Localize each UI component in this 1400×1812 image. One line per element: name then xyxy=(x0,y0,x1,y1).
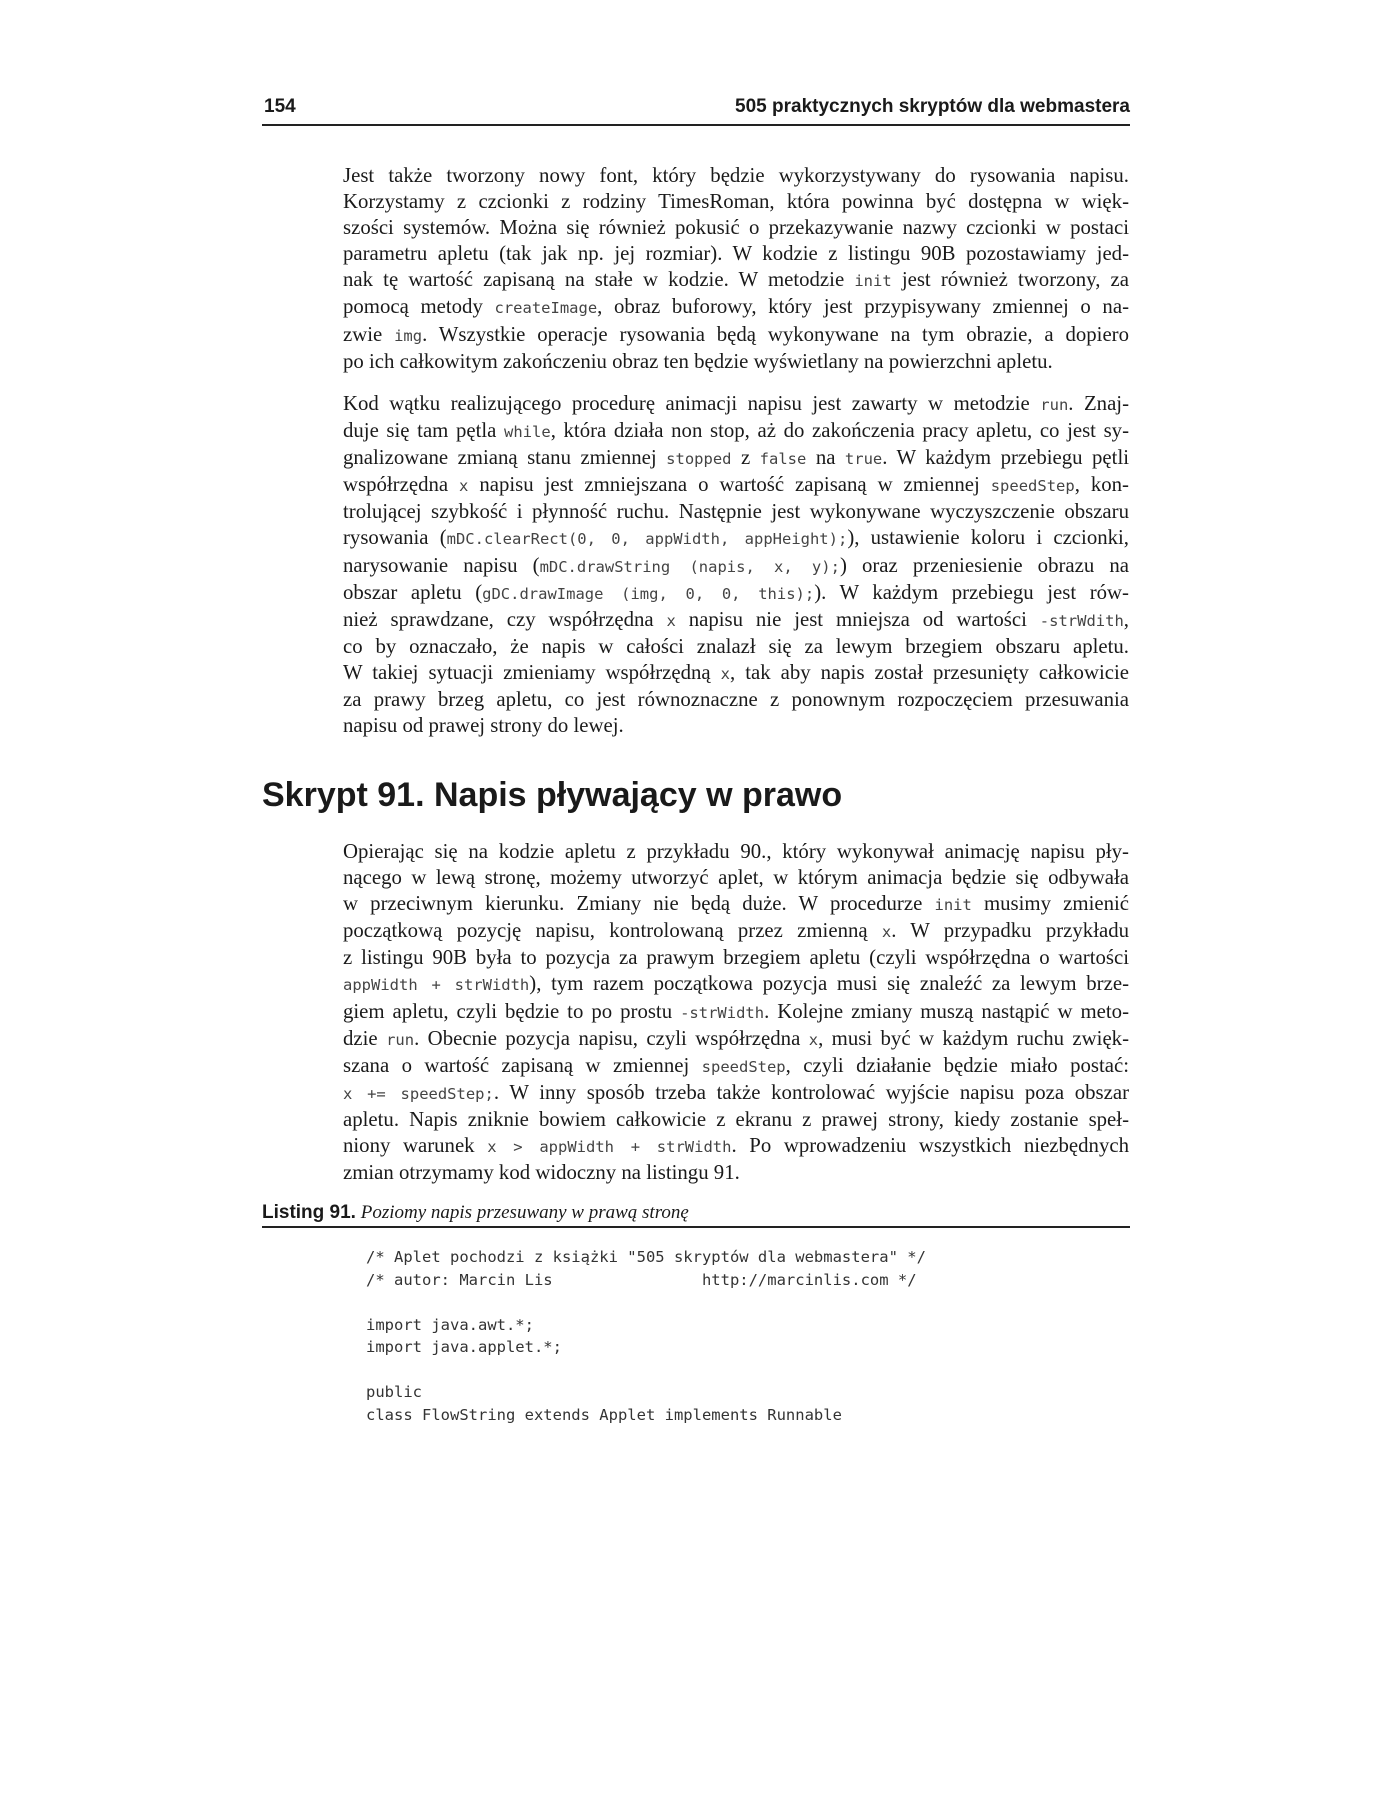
paragraph-script-91 xyxy=(343,839,1129,1186)
text-run: Jest także tworzony nowy font, który będzie wykorzystywany do rysowania napisu. xyxy=(343,164,1129,187)
text-run: . W przypadku przykładu xyxy=(891,919,1129,943)
text-run: , obraz buforowy, który jest przypisywany zmiennej o na- xyxy=(597,295,1129,319)
text-run: trolującej szybkość i płynność ruchu. Następnie jest wykonywane wyczyszczenie obszaru xyxy=(343,500,1129,524)
paragraph-animation-thread xyxy=(343,391,1129,739)
text-line xyxy=(343,189,1129,215)
text-line xyxy=(343,1080,1129,1107)
text-run: napisu od prawej strony do lewej. xyxy=(343,714,624,738)
inline-code: speedStep xyxy=(990,477,1075,496)
text-run: , czyli działanie będzie miało postać: xyxy=(785,1053,1129,1077)
text-line xyxy=(343,472,1129,499)
text-line xyxy=(343,267,1129,294)
text-run: . W inny sposób trzeba także kontrolować wyjście napisu poza obszar xyxy=(493,1080,1129,1104)
page-number: 154 xyxy=(264,96,296,117)
text-run: nącego w lewą stronę, możemy utworzyć aplet, w którym animacja będzie się odbywała xyxy=(343,866,1129,890)
running-title: 505 praktycznych skryptów dla webmastera xyxy=(735,96,1130,117)
text-line xyxy=(343,1053,1129,1080)
code-line: public xyxy=(366,1383,422,1401)
inline-code: appWidth + strWidth xyxy=(343,976,530,995)
text-run: , xyxy=(1123,607,1129,631)
text-line xyxy=(343,294,1129,321)
text-run: napisu jest zmniejszana o wartość zapisaną w zmiennej xyxy=(468,473,991,497)
text-run: szana o wartość zapisaną w zmiennej xyxy=(343,1053,702,1077)
text-run: gnalizowane zmianą stanu zmiennej xyxy=(343,446,667,470)
inline-code: false xyxy=(759,450,807,469)
text-run: nież sprawdzane, czy współrzędna xyxy=(343,607,667,631)
text-line xyxy=(343,322,1129,349)
text-run: parametru apletu (tak jak np. jej rozmiar). W kodzie z listingu 90B pozostawiamy jed- xyxy=(343,242,1129,266)
inline-code: gDC.drawImage (img, 0, 0, this); xyxy=(482,584,815,603)
inline-code: run xyxy=(386,1030,415,1049)
inline-code: mDC.drawString (napis, x, y); xyxy=(539,557,840,576)
text-run: . Obecnie pozycja napisu, czyli współrzędna xyxy=(414,1026,809,1050)
inline-code: stopped xyxy=(666,450,732,469)
text-run: duje się tam pętla xyxy=(343,419,505,443)
text-line xyxy=(343,1107,1129,1133)
text-line xyxy=(343,839,1129,865)
inline-code: createImage xyxy=(494,299,598,318)
text-line xyxy=(343,241,1129,267)
text-line xyxy=(343,660,1129,687)
text-run: co by oznaczało, że napis w całości znalazł się za lewym brzegiem obszaru apletu. xyxy=(343,634,1129,658)
text-run: Kod wątku realizującego procedurę animacji napisu jest zawarty w metodzie xyxy=(343,392,1041,415)
text-line xyxy=(343,999,1129,1026)
text-run: początkową pozycję napisu, kontrolowaną przez zmienną xyxy=(343,919,882,943)
text-run: napisu nie jest mniejsza od wartości xyxy=(675,607,1040,631)
text-run: pomocą metody xyxy=(343,295,495,319)
text-line xyxy=(343,418,1129,445)
text-line xyxy=(343,607,1129,634)
inline-code: x xyxy=(459,477,469,496)
listing-caption xyxy=(262,1202,1130,1228)
text-run: ), tym razem początkowa pozycja musi się znaleźć za lewym brze- xyxy=(529,972,1129,996)
text-run: współrzędna xyxy=(343,473,460,497)
section-heading: Skrypt 91. Napis pływający w prawo xyxy=(262,776,843,814)
text-line xyxy=(343,1160,1129,1186)
listing-code xyxy=(366,1246,926,1426)
inline-code: -strWidth xyxy=(680,1003,765,1022)
inline-code: init xyxy=(854,272,892,291)
text-run: Korzystamy z czcionki z rodziny TimesRoman, która powinna być dostępna w więk- xyxy=(343,190,1129,214)
text-line xyxy=(343,391,1129,418)
text-run: musimy zmienić xyxy=(971,892,1129,916)
text-run: ), ustawienie koloru i czcionki, xyxy=(847,526,1129,550)
text-run: , kon- xyxy=(1074,473,1129,497)
code-line: /* autor: Marcin Lis http://marcinlis.com */ xyxy=(366,1270,917,1289)
listing-description: Poziomy napis przesuwany w prawą stronę xyxy=(360,1202,689,1223)
inline-code: x xyxy=(881,923,892,942)
text-line xyxy=(343,580,1129,607)
inline-code: x += speedStep; xyxy=(343,1084,494,1103)
text-line xyxy=(343,349,1129,375)
text-line xyxy=(343,1026,1129,1053)
inline-code: x xyxy=(720,664,730,683)
text-line xyxy=(343,918,1129,945)
text-line xyxy=(343,945,1129,971)
text-line xyxy=(343,525,1129,552)
text-line xyxy=(343,215,1129,241)
inline-code: -strWdith xyxy=(1039,611,1124,630)
text-run: z listingu 90B była to pozycja za prawym brzegiem apletu (czyli współrzędna o wartości xyxy=(343,946,1129,970)
listing-label: Listing 91. xyxy=(262,1202,356,1223)
text-run: po ich całkowitym zakończeniu obraz ten będzie wyświetlany na powierzchni apletu. xyxy=(343,349,1053,373)
text-run: z xyxy=(731,446,760,470)
inline-code: x xyxy=(808,1030,819,1049)
inline-code: x > appWidth + strWidth xyxy=(487,1138,732,1157)
text-run: jest również tworzony, za xyxy=(891,268,1130,292)
code-line: import java.applet.*; xyxy=(366,1338,562,1356)
text-run: zmian otrzymamy kod widoczny na listingu 91. xyxy=(343,1161,740,1185)
text-run: rysowania ( xyxy=(343,526,447,550)
text-line xyxy=(343,1133,1129,1160)
text-line xyxy=(343,499,1129,525)
text-run: . Wszystkie operacje rysowania będą wykonywane na tym obrazie, a dopiero xyxy=(422,322,1129,346)
text-run: . Po wprowadzeniu wszystkich niezbędnych xyxy=(731,1134,1129,1158)
text-line xyxy=(343,713,1129,739)
text-run: zwie xyxy=(343,322,395,346)
text-run: na xyxy=(806,446,845,470)
text-line xyxy=(343,865,1129,891)
text-run: apletu. Napis zniknie bowiem całkowicie z ekranu z prawej strony, kiedy zostanie speł- xyxy=(343,1107,1129,1131)
inline-code: init xyxy=(934,896,972,915)
text-run: niony warunek xyxy=(343,1134,488,1158)
text-run: giem apletu, czyli będzie to po prostu xyxy=(343,999,681,1023)
inline-code: x xyxy=(666,611,676,630)
inline-code: mDC.clearRect(0, 0, appWidth, appHeight); xyxy=(446,530,848,549)
page-header xyxy=(262,96,1130,126)
text-run: w przeciwnym kierunku. Zmiany nie będą duże. W procedurze xyxy=(343,892,935,916)
text-run: , która działa non stop, aż do zakończenia pracy apletu, co jest sy- xyxy=(550,419,1130,443)
text-run: za prawy brzeg apletu, co jest równoznaczne z ponownym rozpoczęciem przesuwania xyxy=(343,688,1129,712)
text-run: , tak aby napis został przesunięty całkowicie xyxy=(730,660,1129,684)
inline-code: true xyxy=(844,450,883,469)
text-line xyxy=(343,971,1129,998)
text-line xyxy=(343,553,1129,580)
text-run: Opierając się na kodzie apletu z przykładu 90., który wykonywał animację napisu pły- xyxy=(343,840,1129,863)
code-line: class FlowString extends Applet implements Runnable xyxy=(366,1405,842,1424)
text-run: W takiej sytuacji zmieniamy współrzędną xyxy=(343,660,721,684)
code-line: /* Aplet pochodzi z książki "505 skryptów dla webmastera" */ xyxy=(366,1248,926,1266)
text-line xyxy=(343,445,1129,472)
text-line xyxy=(343,163,1129,189)
text-run: . Znaj- xyxy=(1068,392,1129,415)
text-run: narysowanie napisu ( xyxy=(343,553,540,577)
text-run: . Kolejne zmiany muszą nastąpić w meto- xyxy=(764,999,1129,1023)
text-run: , musi być w każdym ruchu zwięk- xyxy=(818,1026,1130,1050)
text-line xyxy=(343,634,1129,660)
inline-code: while xyxy=(504,423,551,442)
text-run: . W każdym przebiegu pętli xyxy=(882,446,1129,470)
text-run: ). W każdym przebiegu jest rów- xyxy=(814,580,1129,604)
text-run: obszar apletu ( xyxy=(343,580,483,604)
inline-code: img xyxy=(394,326,423,345)
inline-code: run xyxy=(1040,396,1069,414)
text-run: dzie xyxy=(343,1026,387,1050)
code-line: import java.awt.*; xyxy=(366,1315,534,1334)
text-line xyxy=(343,891,1129,918)
paragraph-font-and-buffer xyxy=(343,163,1129,375)
text-run: nak tę wartość zapisaną na stałe w kodzie. W metodzie xyxy=(343,268,855,292)
text-run: szości systemów. Można się również pokusić o przekazywanie nazwy czcionki w postaci xyxy=(343,216,1129,240)
text-line xyxy=(343,687,1129,713)
inline-code: speedStep xyxy=(701,1057,786,1076)
text-run: ) oraz przeniesienie obrazu na xyxy=(839,553,1130,577)
